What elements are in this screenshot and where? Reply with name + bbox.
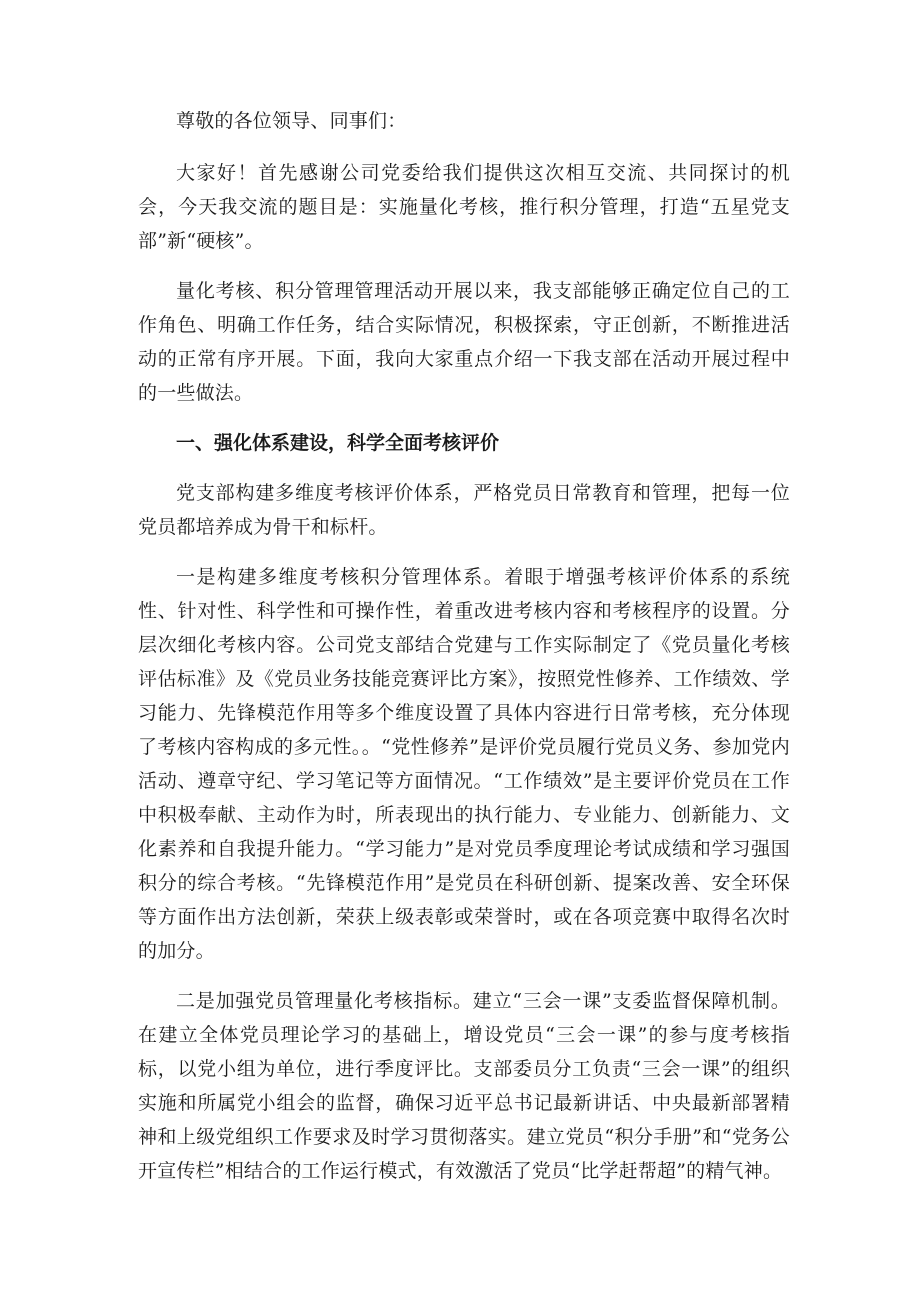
document-body xyxy=(138,104,790,1204)
point-one-paragraph: 一是构建多维度考核积分管理体系。着眼于增强考核评价体系的系统性、针对性、科学性和可操作性，着重改进考核内容和考核程序的设置。分层次细化考核内容。公司党支部结合党建与工作实际制定了《党员量化考核评估标准》及《党员业务技能竞赛评比方案》，按照党性修养、工作绩效、学习能力、先锋模范作用等多个维度设置了具体内容进行日常考核，充分体现了考核内容构成的多元性。。“党性修养”是评价党员履行党员义务、参加党内活动、遵章守纪、学习笔记等方面情况。“工作绩效”是主要评价党员在工作中积极奉献、主动作为时，所表现出的执行能力、专业能力、创新能力、文化素养和自我提升能力。“学习能力”是对党员季度理论考试成绩和学习强国积分的综合考核。“先锋模范作用”是党员在科研创新、提案改善、安全环保等方面作出方法创新，荣获上级表彰或荣誉时，或在各项竞赛中取得名次时的加分。 xyxy=(138,566,790,962)
opening-paragraph: 大家好！首先感谢公司党委给我们提供这次相互交流、共同探讨的机会，今天我交流的题目是：实施量化考核，推行积分管理，打造“五星党支部”新“硬核”。 xyxy=(138,162,790,252)
salutation: 尊敬的各位领导、同事们： xyxy=(176,110,407,132)
point-two-paragraph: 二是加强党员管理量化考核指标。建立“三会一课”支委监督保障机制。在建立全体党员理论学习的基础上，增设党员“三会一课”的参与度考核指标，以党小组为单位，进行季度评比。支部委员分工负责“三会一课”的组织实施和所属党小组会的监督，确保习近平总书记最新讲话、中央最新部署精神和上级党组织工作要求及时学习贯彻落实。建立党员“积分手册”和“党务公开宣传栏”相结合的工作运行模式，有效激活了党员“比学赶帮超”的精气神。 xyxy=(138,990,790,1182)
section-heading: 一、强化体系建设，科学全面考核评价 xyxy=(176,432,500,454)
intro-paragraph: 量化考核、积分管理管理活动开展以来，我支部能够正确定位自己的工作角色、明确工作任务，结合实际情况，积极探索，守正创新，不断推进活动的正常有序开展。下面，我向大家重点介绍一下我支部在活动开展过程中的一些做法。 xyxy=(138,280,790,404)
section-summary-paragraph: 党支部构建多维度考核评价体系，严格党员日常教育和管理，把每一位党员都培养成为骨干和标杆。 xyxy=(138,482,790,538)
